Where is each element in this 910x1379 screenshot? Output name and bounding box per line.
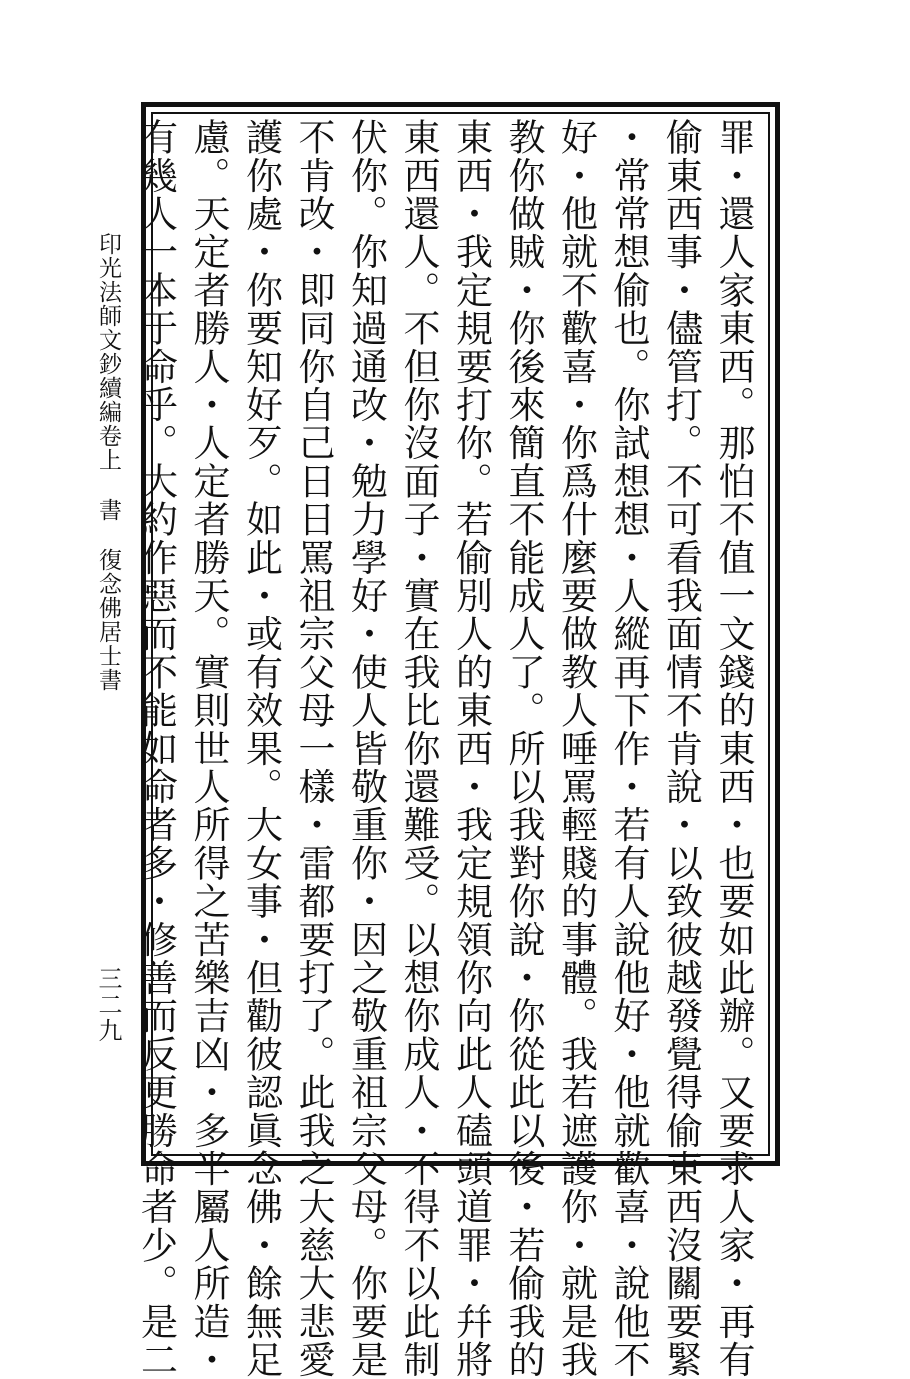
- main-text-block: [134, 118, 759, 1379]
- text-column-2: 偷東西事・儘管打。不可看我面情不肯說・以致彼越發覺得偷東西沒關要緊: [659, 118, 703, 1379]
- text-column-9: 不肯改・即同你自己日日罵祖宗父母一樣・雷都要打了。此我之大慈大悲愛: [292, 118, 335, 1379]
- section-label: 書: [95, 498, 121, 522]
- page-number: 三二九: [94, 966, 122, 1044]
- text-column-7: 東西還人。不但你沒面子・實在我比你還難受。以想你成人・不得不以此制: [397, 118, 440, 1379]
- text-column-4: 好・他就不歡喜・你爲什麼要做教人唾罵輕賤的事體。我若遮護你・就是我: [554, 118, 598, 1379]
- book-title: 印光法師文鈔續編卷上: [95, 232, 121, 472]
- running-head: [90, 232, 126, 692]
- text-column-11: 慮。天定者勝人・人定者勝天。實則世人所得之苦樂吉凶・多半屬人所造・: [187, 118, 230, 1379]
- letter-title: 復念佛居士書: [95, 548, 121, 692]
- text-column-12: 有幾人一本于命乎。大約作惡而不能如命者多・修善而反更勝命者少。是二: [134, 118, 178, 1379]
- text-column-1: 罪・還人家東西。那怕不值一文錢的東西・也要如此辦。又要求人家・再有: [712, 118, 755, 1379]
- text-column-5: 教你做賊・你後來簡直不能成人了。所以我對你說・你從此以後・若偷我的: [502, 118, 545, 1379]
- text-column-10: 護你處・你要知好歹。如此・或有效果。大女事・但勸彼認眞念佛・餘無足: [239, 118, 283, 1379]
- text-column-8: 伏你。你知過通改・勉力學好・使人皆敬重你・因之敬重祖宗父母。你要是: [344, 118, 388, 1379]
- text-column-6: 東西・我定規要打你。若偷別人的東西・我定規領你向此人磕頭道罪・幷將: [449, 118, 493, 1379]
- text-column-3: ・常常想偷也。你試想想・人縱再下作・若有人說他好・他就歡喜・說他不: [607, 118, 650, 1379]
